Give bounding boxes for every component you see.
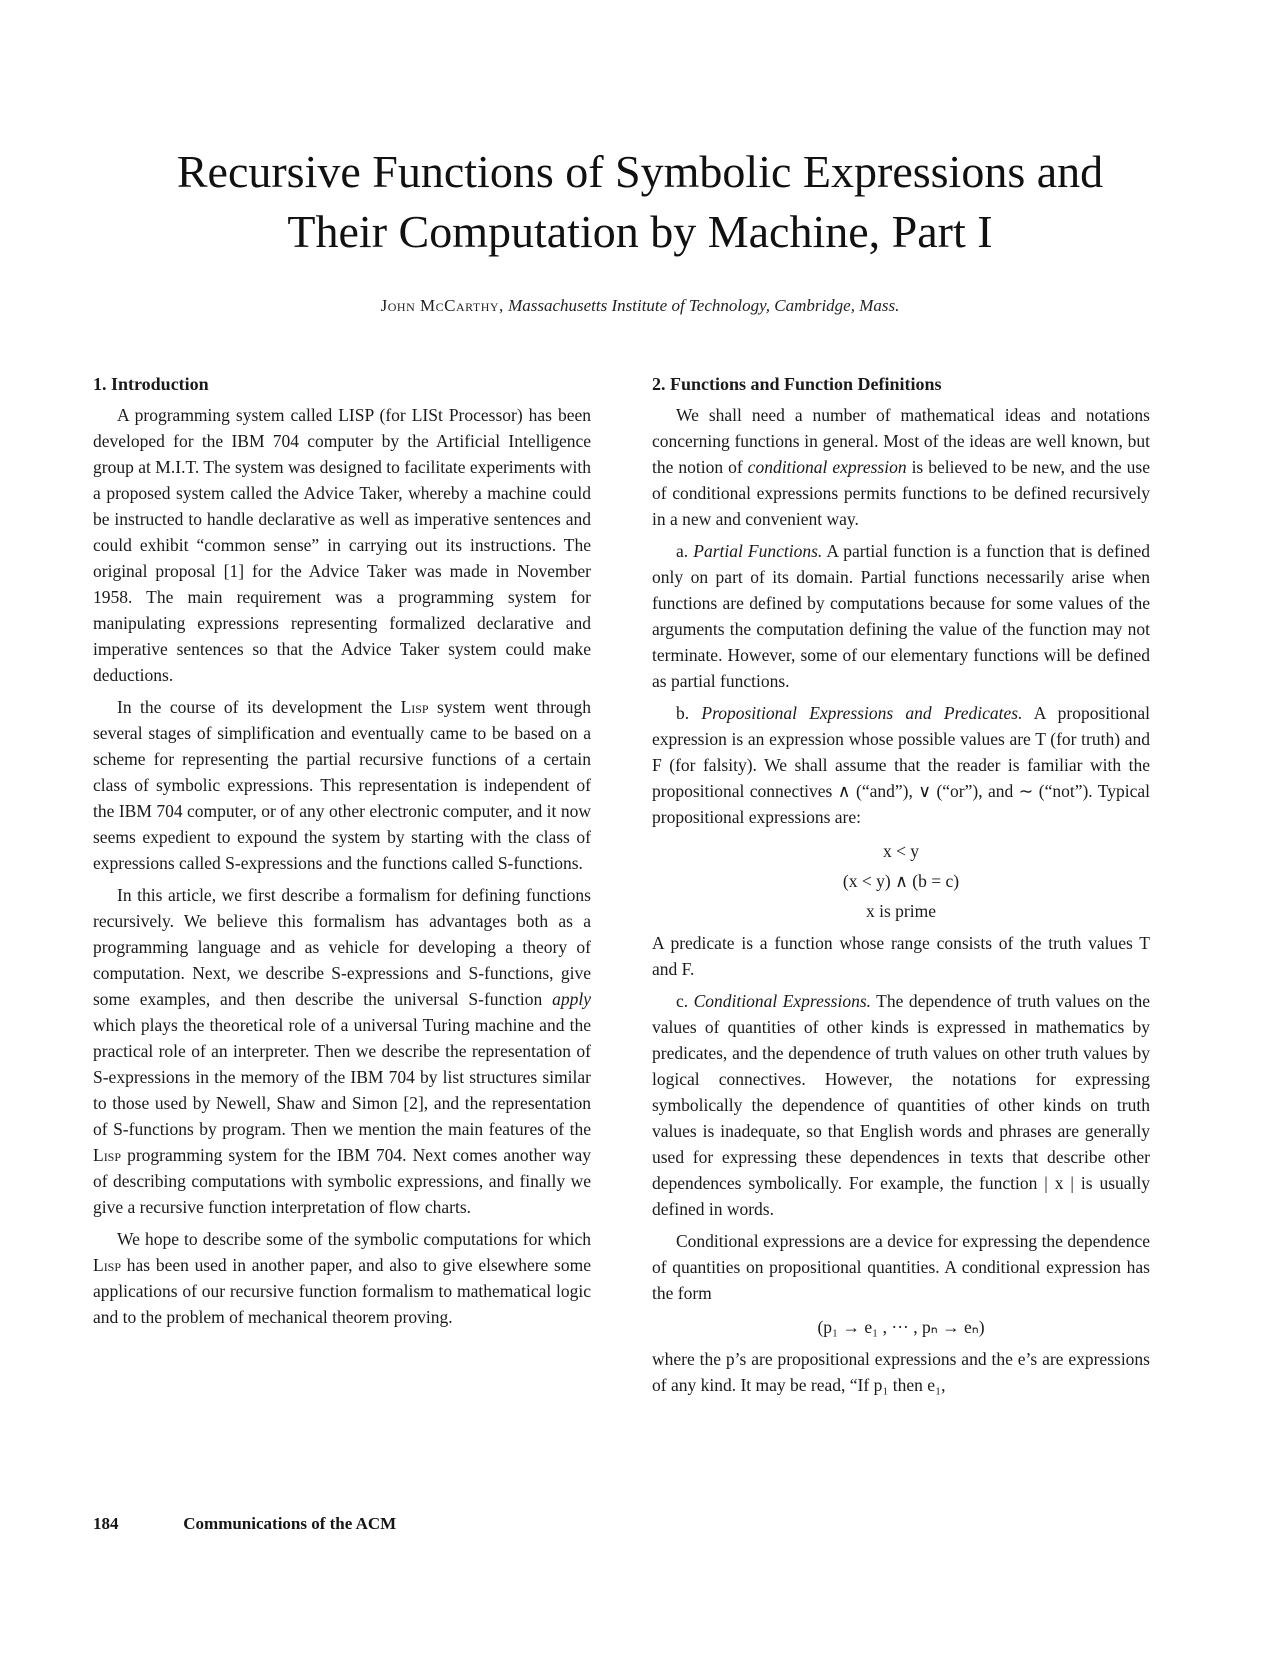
intro-paragraph-2: In the course of its development the Lisp system went through several stages of simplification and eventually came to be based on a scheme for representing the partial recursive functions of a certain class of symbolic expressions. This representation is independent of the IBM 704 computer, or of any other electronic computer, and it now seems expedient to expound the system by starting with the class of expressions called S-expressions and the functions called S-functions. bbox=[93, 697, 591, 873]
example-2: (x < y) ∧ (b = c) bbox=[842, 871, 960, 891]
journal-name: Communications of the ACM bbox=[183, 1514, 397, 1533]
author-affiliation: Massachusetts Institute of Technology, Cambridge, Mass. bbox=[508, 296, 900, 315]
author-line bbox=[90, 296, 1190, 316]
page-number: 184 bbox=[93, 1514, 119, 1533]
functions-paragraph-1: We shall need a number of mathematical ideas and notations concerning functions in general. Most of the ideas are well known, but the notion of conditional expression is believed to be new, and the use of conditional expressions permits functions to be defined recursively in a new and convenient way. bbox=[652, 405, 1150, 529]
conditional-expressions-paragraph: c. Conditional Expressions. The dependence of truth values on the values of quantities of other kinds is expressed in mathematics by predicates, and the dependence of truth values on other truth values by logical connectives. However, the notations for expressing symbolically the dependence of quantities of other kinds on truth values is inadequate, so that English words and phrases are generally used for expressing these dependences in texts that describe other dependences symbolically. For example, the function | x | is usually defined in words. bbox=[652, 991, 1150, 1219]
propositional-examples bbox=[652, 836, 1150, 926]
example-1: x < y bbox=[882, 841, 920, 861]
intro-paragraph-4: We hope to describe some of the symbolic computations for which Lisp has been used in another paper, and also to give elsewhere some applications of our recursive function formalism to mathematical logic and to the problem of mechanical theorem proving. bbox=[93, 1229, 591, 1327]
intro-paragraph-1: A programming system called LISP (for LISt Processor) has been developed for the IBM 704 computer by the Artificial Intelligence group at M.I.T. The system was designed to facilitate experiments with a proposed system called the Advice Taker, whereby a machine could be instructed to handle declarative as well as imperative sentences and could exhibit “common sense” in carrying out its instructions. The original proposal [1] for the Advice Taker was made in November 1958. The main requirement was a programming system for manipulating expressions representing formalized declarative and imperative sentences so that the Advice Taker system could make deductions. bbox=[93, 405, 591, 685]
author-name: John McCarthy, bbox=[380, 296, 504, 315]
section-heading-introduction: 1. Introduction bbox=[93, 374, 209, 394]
left-column bbox=[93, 372, 591, 1336]
conditional-form: (p₁ → e₁ , ··· , pₙ → eₙ) bbox=[817, 1317, 985, 1337]
propositional-paragraph: b. Propositional Expressions and Predicates. A propositional expression is an expression whose possible values are T (for truth) and F (for falsity). We shall assume that the reader is familiar with the propositional connectives ∧ (“and”), ∨ (“or”), and ∼ (“not”). Typical propositional expressions are: bbox=[652, 703, 1150, 827]
right-column bbox=[652, 372, 1150, 1404]
partial-functions-paragraph: a. Partial Functions. A partial function is a function that is defined only on part of its domain. Partial functions necessarily arise when functions are defined by computations because for some values of the arguments the computation defining the value of the function may not terminate. However, some of our elementary functions will be defined as partial functions. bbox=[652, 541, 1150, 691]
title-line-1: Recursive Functions of Symbolic Expressions and bbox=[176, 146, 1104, 197]
example-3: x is prime bbox=[866, 901, 936, 921]
paper-title bbox=[90, 142, 1190, 262]
predicate-paragraph: A predicate is a function whose range consists of the truth values T and F. bbox=[652, 933, 1150, 979]
intro-paragraph-3: In this article, we first describe a formalism for defining functions recursively. We believe this formalism has advantages both as a programming language and as vehicle for developing a theory of computation. Next, we describe S-expressions and S-functions, give some examples, and then describe the universal S-function apply which plays the theoretical role of a universal Turing machine and the practical role of an interpreter. Then we describe the representation of S-expressions in the memory of the IBM 704 by list structures similar to those used by Newell, Shaw and Simon [2], and the representation of S-functions by program. Then we mention the main features of the Lisp programming system for the IBM 704. Next comes another way of describing computations with symbolic expressions, and finally we give a recursive function interpretation of flow charts. bbox=[93, 885, 591, 1217]
page-footer bbox=[93, 1514, 396, 1534]
conditional-device-paragraph: Conditional expressions are a device for expressing the dependence of quantities on propositional quantities. A conditional expression has the form bbox=[652, 1231, 1150, 1303]
title-line-2: Their Computation by Machine, Part I bbox=[287, 206, 993, 257]
section-heading-functions: 2. Functions and Function Definitions bbox=[652, 374, 942, 394]
conditional-reading-paragraph: where the p’s are propositional expressions and the e’s are expressions of any kind. It may be read, “If p₁ then e₁, bbox=[652, 1349, 1150, 1395]
